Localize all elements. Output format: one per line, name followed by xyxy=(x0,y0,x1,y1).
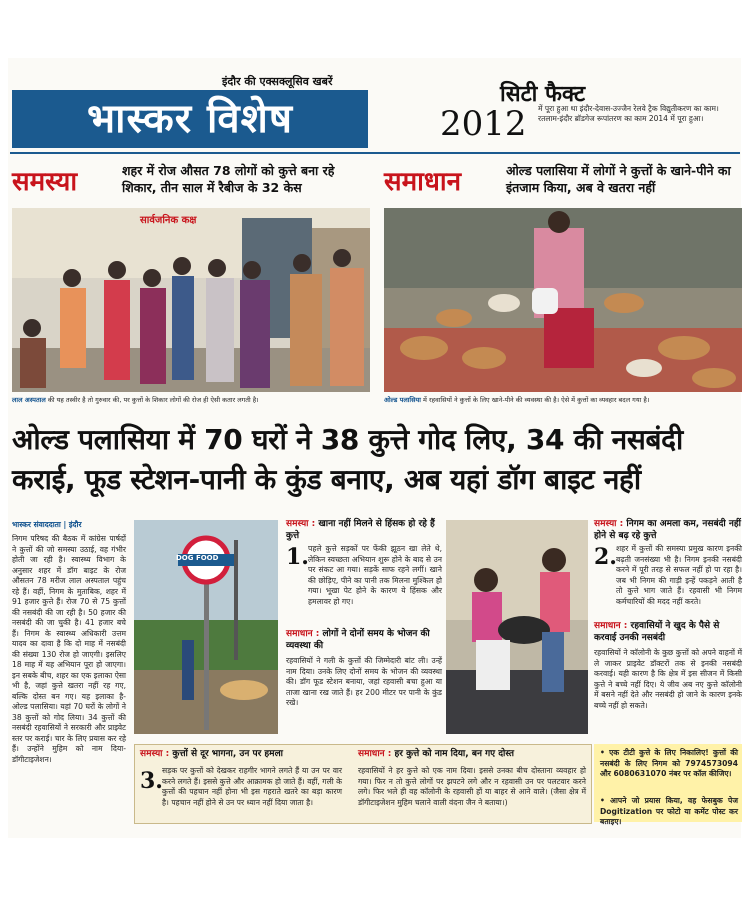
tip-1: • एक टीटी कुत्ते के लिए निकालिए! कुत्तों की नसबंदी के लिए निगम को 7974573094 और 6080631070 नंबर पर कॉल कीजिए। xyxy=(600,748,739,778)
city-fact-title: सिटी फैक्ट xyxy=(500,81,586,107)
solution-caption xyxy=(384,396,742,405)
solution1-label: समाधान : xyxy=(286,629,320,639)
solution-caption-text: में रहवासियों ने कुत्तों के लिए खाने-पीने की व्यवस्था की है। ऐसे में कुत्तों का व्यवहार बदल गया है। xyxy=(423,396,650,404)
solution2-label: समाधान : xyxy=(594,621,628,631)
problem1-text: पहले कुत्ते सड़कों पर फेंकी झूठन खा लेते थे, लेकिन स्वच्छता अभियान शुरू होने के बाद से उन पर संकट आ गया। सड़कें साफ रहने लगीं। खाने की छोड़िए, पीने का पानी तक मिलना मुश्किल हो गया। भूखा पेट होने के कारण ये हिंसक और हमलावर हो गए। xyxy=(308,544,442,606)
problem1-head xyxy=(286,518,440,542)
dog-feeding-photo xyxy=(384,208,742,392)
dog-food-sign: DOG FOOD xyxy=(176,554,219,562)
woman-feeding-dog-photo xyxy=(446,520,588,734)
problem3-text: सड़क पर कुत्तों को देखकर राहगीर भागने लगते हैं या उन पर वार करने लगते हैं। इससे कुत्ते और आक्रामक हो जाते हैं। वहीं, गली के कुत्तों की पहचान नहीं होना भी इस गहराते खतरे का बड़ा कारण है। पहचान नहीं होने से उन पर ध्यान नहीं दिया जाता है। xyxy=(162,766,342,807)
intro-article-text: निगम परिषद की बैठक में कांग्रेस पार्षदों ने कुत्तों की जो समस्या उठाई, वह गंभीर होती जा रही है। स्वास्थ्य विभाग के अनुसार शहर में डॉग बाइट के रोज औसतन 78 मरीज लाल अस्पताल पहुंच रहे हैं। वहीं, निगम के मुताबिक, शहर में 91 हजार कुत्ते हैं। रोज 70 से 75 कुत्तों की नसबंदी की जा रही है। 50 हजार की नसबंदी की जा चुकी है। 41 हजार बचे हैं। निगम के स्वास्थ्य अधिकारी उत्तम यादव का दावा है कि दो माह में नसबंदी की संख्या 130 रोज हो जाएगी। इसलिए 18 माह में यह अभियान पूरा हो जाएगा। इन सबके बीच, शहर का एक इलाका ऐसा भी है, जहां कुत्ते खतरा नहीं रह गए, बल्कि दोस्त बन गए। यह इलाका है- ओल्ड पलासिया। यहां 70 घरों के लोगों ने 38 कुत्तों को गोद लिया। 34 कुत्तों की नसबंदी रहवासियों ने सरकारी और प्राइवेट स्तर पर कराई। चार के लिए प्रयास कर रहे हैं। उन्होंने मुहिम को नाम दिया- डॉगीटाइजेशन। xyxy=(12,534,126,764)
problem2-label: समस्या : xyxy=(594,519,624,529)
problem1-title: खाना नहीं मिलने से हिंसक हो रहे हैं कुत्ते xyxy=(286,519,435,541)
main-headline-line1: ओल्ड पलासिया में 70 घरों ने 38 कुत्ते गोद लिए, 34 की नसबंदी xyxy=(12,423,683,456)
problem3-title: कुत्तों से दूर भागना, उन पर हमला xyxy=(172,749,283,759)
problem-caption xyxy=(12,396,370,405)
problem1-label: समस्या : xyxy=(286,519,316,529)
solution-headline: ओल्ड पलासिया में लोगों ने कुत्तों के खाने-पीने का इंतजाम किया, अब वे खतरा नहीं xyxy=(506,163,731,195)
solution2-title: रहवासियों ने खुद के पैसे से करवाई उनकी नसबंदी xyxy=(594,621,720,643)
city-fact-note: में पूरा हुआ था इंदौर-देवास-उज्जैन रेलवे ट्रैक विद्युतीकरण का काम। रतलाम-इंदौर ब्रॉडगेज रूपांतरण का काम 2014 में पूरा हुआ। xyxy=(538,104,719,123)
problem2-number: 2. xyxy=(594,544,617,570)
problem-headline: शहर में रोज औसत 78 लोगों को कुत्ते बना रहे शिकार, तीन साल में रैबीज के 32 केस xyxy=(122,163,335,195)
byline: भास्कर संवाददाता | इंदौर xyxy=(12,520,82,529)
solution3-head xyxy=(358,748,586,760)
problem2-head xyxy=(594,518,742,542)
problem2-title: निगम का अमला कम, नसबंदी नहीं होने से बढ़ रहे कुत्ते xyxy=(594,519,741,541)
hospital-sign-text: सार्वजनिक कक्ष xyxy=(140,215,197,226)
exclusive-label: इंदौर की एक्सक्लूसिव खबरें xyxy=(222,75,333,88)
city-fact-year: 2012 xyxy=(440,104,527,144)
dog-food-station-photo xyxy=(134,520,278,734)
solution-caption-bold: ओल्ड पलासिया xyxy=(384,396,421,404)
problem-caption-bold: लाल अस्पताल xyxy=(12,396,46,404)
solution2-text: रहवासियों ने कॉलोनी के कुछ कुत्तों को अपने वाहनों में ले जाकर प्राइवेट डॉक्टरों तक से इनकी नसबंदी करवाई। यही कारण है कि क्षेत्र में इस सीजन में किसी कुत्ते ने बच्चे नहीं दिए। ये जीव अब नए कुत्ते कॉलोनी में बसने नहीं देते और नसबंदी हो जाने के कारण इनके बच्चे नहीं हो सकते। xyxy=(594,648,742,710)
tip-1-text: एक टीटी कुत्ते के लिए निकालिए! कुत्तों की नसबंदी के लिए निगम को 7974573094 और 6080631070 नंबर पर कॉल कीजिए। xyxy=(600,748,739,778)
main-headline xyxy=(12,420,742,500)
solution1-text: रहवासियों ने गली के कुत्तों की जिम्मेदारी बांट ली। उन्हें नाम दिया। उनके लिए दोनों समय के भोजन की व्यवस्था की। डॉग फूड स्टेशन बनाया, जहां रहवासी बचा हुआ या ताजा खाना रख जाते हैं। हर 200 मीटर पर पानी के कुंड रखे। xyxy=(286,656,442,707)
main-headline-line2: कराई, फूड स्टेशन-पानी के कुंड बनाए, अब यहां डॉग बाइट नहीं xyxy=(12,463,641,496)
problem2-text: शहर में कुत्तों की समस्या प्रमुख कारण इनकी बढ़ती जनसंख्या भी है। निगम इनकी नसबंदी करने में पूरी तरह से सफल नहीं हो पा रहा है। जब भी निगम की गाड़ी इन्हें पकड़ने आती है तो कुत्ते भाग जाते हैं। रहवासी भी निगम कर्मचारियों की मदद नहीं करते। xyxy=(616,544,742,606)
solution3-title: हर कुत्ते को नाम दिया, बन गए दोस्त xyxy=(394,749,515,759)
solution1-title: लोगों ने दोनों समय के भोजन की व्यवस्था की xyxy=(286,629,430,651)
problem3-head xyxy=(140,748,344,760)
solution3-text: रहवासियों ने हर कुत्ते को एक नाम दिया। इससे उनका बीच दोस्ताना व्यवहार हो गया। फिर न तो कुत्ते लोगों पर झपटने लगे और न रहवासी उन पर पलटवार करने लगे। फिर भले ही वह कॉलोनी के रहवासी हों या बाहर से आने वाले। (जैसा क्षेत्र में डॉगीटाइजेशन मुहिम चलाने वाली वंदना जैन ने बताया।) xyxy=(358,766,586,807)
solution2-head xyxy=(594,620,742,644)
hospital-queue-photo xyxy=(12,208,370,392)
header-rule xyxy=(10,152,740,154)
solution3-label: समाधान : xyxy=(358,749,392,759)
problem3-label: समस्या : xyxy=(140,749,170,759)
tip-2: • आपने जो प्रयास किया, वह फेसबुक पेज Dogitization पर फोटो या कमेंट पोस्ट कर बताइए। xyxy=(600,796,738,826)
tip-2-text: आपने जो प्रयास किया, वह फेसबुक पेज Dogitization पर फोटो या कमेंट पोस्ट कर बताइए। xyxy=(600,796,738,826)
problem-tag: समस्या xyxy=(12,167,78,197)
problem1-number: 1. xyxy=(286,544,309,570)
solution-tag: समाधान xyxy=(384,167,462,197)
problem3-number: 3. xyxy=(140,768,163,794)
solution1-head xyxy=(286,628,440,652)
brand-masthead: भास्कर विशेष xyxy=(12,90,368,148)
problem-caption-text: की यह तस्वीर है तो गुरुवार की, पर कुत्तों के शिकार लोगों की रोज ही ऐसी कतार लगती है। xyxy=(47,396,259,404)
